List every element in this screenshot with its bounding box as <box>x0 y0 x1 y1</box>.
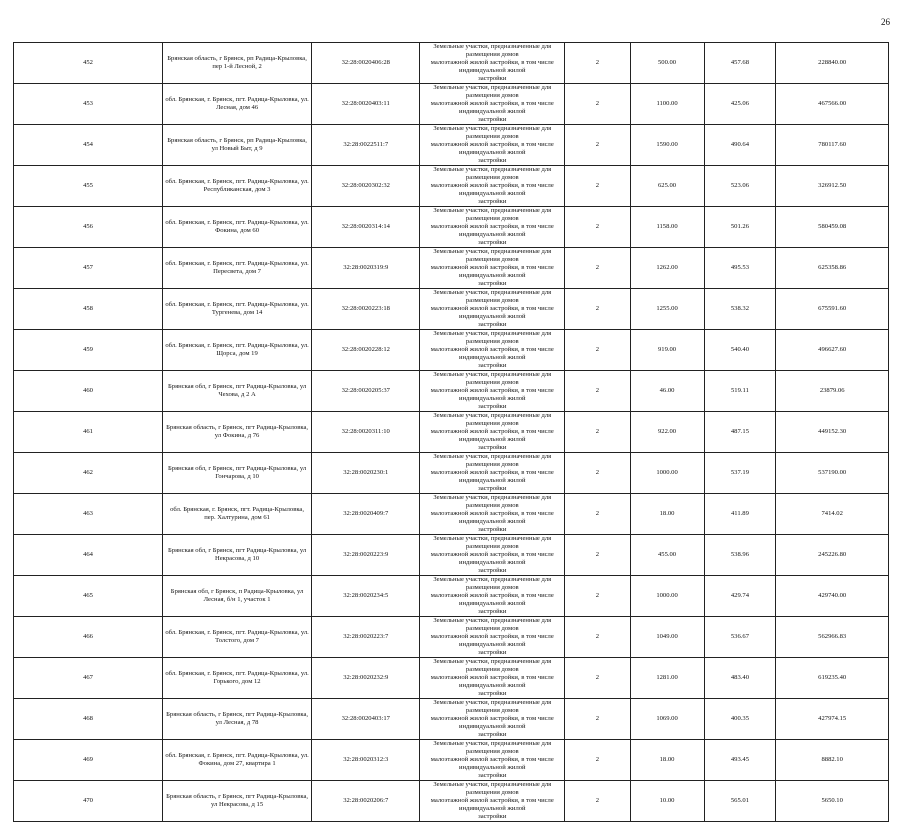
cadastral-cost-cell: 245226.80 <box>776 535 889 576</box>
row-number-cell: 464 <box>14 535 163 576</box>
permitted-use-line: застройки <box>478 444 507 451</box>
permitted-use-line: малоэтажной жилой застройки, в том числе индивидуальной жилой <box>430 59 554 74</box>
category-cell: 2 <box>565 289 630 330</box>
permitted-use-line: малоэтажной жилой застройки, в том числе индивидуальной жилой <box>430 592 554 607</box>
cadastral-cost-cell: 8882.10 <box>776 740 889 781</box>
permitted-use-line: Земельные участки, предназначенные для размещения домов <box>433 412 552 427</box>
permitted-use-line: малоэтажной жилой застройки, в том числе индивидуальной жилой <box>430 223 554 238</box>
permitted-use-line: Земельные участки, предназначенные для размещения домов <box>433 248 552 263</box>
category-cell: 2 <box>565 740 630 781</box>
category-cell: 2 <box>565 658 630 699</box>
permitted-use-cell <box>420 494 565 535</box>
table-row <box>14 617 889 658</box>
permitted-use-cell <box>420 699 565 740</box>
permitted-use-line: малоэтажной жилой застройки, в том числе индивидуальной жилой <box>430 305 554 320</box>
category-cell: 2 <box>565 166 630 207</box>
address-cell: Брянская обл, г Брянск, п Радица-Крыловка, ул Лесная, б/н 1, участок 1 <box>163 576 312 617</box>
row-number-cell: 461 <box>14 412 163 453</box>
unit-price-cell: 400.35 <box>704 699 776 740</box>
permitted-use-line: застройки <box>478 608 507 615</box>
permitted-use-line: малоэтажной жилой застройки, в том числе индивидуальной жилой <box>430 264 554 279</box>
cadastral-number-cell: 32:28:0020403:17 <box>312 699 420 740</box>
table-row <box>14 699 889 740</box>
permitted-use-cell <box>420 84 565 125</box>
row-number-cell: 458 <box>14 289 163 330</box>
permitted-use-line: Земельные участки, предназначенные для размещения домов <box>433 289 552 304</box>
category-cell: 2 <box>565 494 630 535</box>
permitted-use-cell <box>420 535 565 576</box>
table-row <box>14 84 889 125</box>
table-row <box>14 43 889 84</box>
cadastral-cost-cell: 780117.60 <box>776 125 889 166</box>
row-number-cell: 457 <box>14 248 163 289</box>
category-cell: 2 <box>565 453 630 494</box>
permitted-use-line: малоэтажной жилой застройки, в том числе индивидуальной жилой <box>430 674 554 689</box>
permitted-use-cell <box>420 453 565 494</box>
row-number-cell: 468 <box>14 699 163 740</box>
unit-price-cell: 537.19 <box>704 453 776 494</box>
cadastral-cost-cell: 5650.10 <box>776 781 889 822</box>
cadastral-cost-cell: 537190.00 <box>776 453 889 494</box>
permitted-use-cell <box>420 617 565 658</box>
cadastral-cost-cell: 619235.40 <box>776 658 889 699</box>
cadastral-number-cell: 32:28:0020228:12 <box>312 330 420 371</box>
area-cell: 46.00 <box>630 371 704 412</box>
unit-price-cell: 538.32 <box>704 289 776 330</box>
permitted-use-cell <box>420 412 565 453</box>
table-row <box>14 330 889 371</box>
permitted-use-line: застройки <box>478 198 507 205</box>
permitted-use-line: Земельные участки, предназначенные для размещения домов <box>433 535 552 550</box>
cadastral-cost-cell: 23879.06 <box>776 371 889 412</box>
area-cell: 1281.00 <box>630 658 704 699</box>
unit-price-cell: 495.53 <box>704 248 776 289</box>
permitted-use-line: застройки <box>478 690 507 697</box>
category-cell: 2 <box>565 43 630 84</box>
category-cell: 2 <box>565 371 630 412</box>
permitted-use-cell <box>420 207 565 248</box>
area-cell: 625.00 <box>630 166 704 207</box>
permitted-use-cell <box>420 248 565 289</box>
category-cell: 2 <box>565 617 630 658</box>
area-cell: 18.00 <box>630 494 704 535</box>
cadastral-cost-cell: 228840.00 <box>776 43 889 84</box>
permitted-use-line: малоэтажной жилой застройки, в том числе индивидуальной жилой <box>430 141 554 156</box>
permitted-use-line: Земельные участки, предназначенные для размещения домов <box>433 494 552 509</box>
category-cell: 2 <box>565 207 630 248</box>
unit-price-cell: 523.06 <box>704 166 776 207</box>
cadastral-number-cell: 32:28:0020409:7 <box>312 494 420 535</box>
permitted-use-cell <box>420 43 565 84</box>
row-number-cell: 463 <box>14 494 163 535</box>
unit-price-cell: 501.26 <box>704 207 776 248</box>
address-cell: обл. Брянская, г. Брянск, пгт. Радица-Крыловка, ул. Фокина, дом 60 <box>163 207 312 248</box>
permitted-use-line: Земельные участки, предназначенные для размещения домов <box>433 617 552 632</box>
cadastral-cost-cell: 429740.00 <box>776 576 889 617</box>
permitted-use-line: застройки <box>478 526 507 533</box>
permitted-use-line: Земельные участки, предназначенные для размещения домов <box>433 125 552 140</box>
area-cell: 919.00 <box>630 330 704 371</box>
cadastral-cost-cell: 675591.60 <box>776 289 889 330</box>
permitted-use-line: малоэтажной жилой застройки, в том числе индивидуальной жилой <box>430 715 554 730</box>
unit-price-cell: 483.40 <box>704 658 776 699</box>
row-number-cell: 455 <box>14 166 163 207</box>
page-number: 26 <box>881 17 890 27</box>
cadastral-number-cell: 32:28:0020312:3 <box>312 740 420 781</box>
permitted-use-line: Земельные участки, предназначенные для размещения домов <box>433 699 552 714</box>
row-number-cell: 459 <box>14 330 163 371</box>
area-cell: 18.00 <box>630 740 704 781</box>
category-cell: 2 <box>565 330 630 371</box>
cadastral-number-cell: 32:28:0020223:9 <box>312 535 420 576</box>
row-number-cell: 462 <box>14 453 163 494</box>
category-cell: 2 <box>565 535 630 576</box>
cadastral-cost-cell: 326912.50 <box>776 166 889 207</box>
permitted-use-cell <box>420 166 565 207</box>
permitted-use-line: застройки <box>478 403 507 410</box>
cadastral-number-cell: 32:28:0020406:28 <box>312 43 420 84</box>
address-cell: Брянская область, г Брянск, пгт Радица-Крыловка, ул Некрасова, д 15 <box>163 781 312 822</box>
permitted-use-line: Земельные участки, предназначенные для размещения домов <box>433 576 552 591</box>
cadastral-number-cell: 32:28:0020403:11 <box>312 84 420 125</box>
permitted-use-line: малоэтажной жилой застройки, в том числе индивидуальной жилой <box>430 756 554 771</box>
permitted-use-cell <box>420 289 565 330</box>
address-cell: Брянская обл, г Брянск, пгт Радица-Крыловка, ул Некрасова, д 10 <box>163 535 312 576</box>
permitted-use-cell <box>420 371 565 412</box>
category-cell: 2 <box>565 412 630 453</box>
area-cell: 1590.00 <box>630 125 704 166</box>
unit-price-cell: 429.74 <box>704 576 776 617</box>
permitted-use-cell <box>420 125 565 166</box>
address-cell: Брянская обл, г Брянск, пгт Радица-Крыловка, ул Чехова, д 2 А <box>163 371 312 412</box>
table-row <box>14 576 889 617</box>
unit-price-cell: 536.67 <box>704 617 776 658</box>
permitted-use-line: Земельные участки, предназначенные для размещения домов <box>433 658 552 673</box>
row-number-cell: 456 <box>14 207 163 248</box>
area-cell: 455.00 <box>630 535 704 576</box>
category-cell: 2 <box>565 781 630 822</box>
area-cell: 1158.00 <box>630 207 704 248</box>
permitted-use-line: Земельные участки, предназначенные для размещения домов <box>433 781 552 796</box>
address-cell: обл. Брянская, г. Брянск, пгт. Радица-Крыловка, ул. Республиканская, дом 3 <box>163 166 312 207</box>
permitted-use-line: Земельные участки, предназначенные для размещения домов <box>433 207 552 222</box>
permitted-use-line: Земельные участки, предназначенные для размещения домов <box>433 166 552 181</box>
permitted-use-cell <box>420 658 565 699</box>
permitted-use-line: Земельные участки, предназначенные для размещения домов <box>433 330 552 345</box>
permitted-use-line: Земельные участки, предназначенные для размещения домов <box>433 453 552 468</box>
row-number-cell: 469 <box>14 740 163 781</box>
permitted-use-line: застройки <box>478 731 507 738</box>
permitted-use-cell <box>420 781 565 822</box>
address-cell: Брянская область, г Брянск, пгт Радица-Крыловка, ул Фокина, д 76 <box>163 412 312 453</box>
permitted-use-line: малоэтажной жилой застройки, в том числе индивидуальной жилой <box>430 633 554 648</box>
cadastral-number-cell: 32:28:0020302:32 <box>312 166 420 207</box>
unit-price-cell: 538.96 <box>704 535 776 576</box>
cadastral-cost-cell: 449152.30 <box>776 412 889 453</box>
area-cell: 500.00 <box>630 43 704 84</box>
permitted-use-line: застройки <box>478 567 507 574</box>
address-cell: обл. Брянская, г. Брянск, пгт. Радица-Крыловка, ул. Лесная, дом 46 <box>163 84 312 125</box>
permitted-use-line: застройки <box>478 116 507 123</box>
permitted-use-line: малоэтажной жилой застройки, в том числе индивидуальной жилой <box>430 387 554 402</box>
unit-price-cell: 565.01 <box>704 781 776 822</box>
permitted-use-line: малоэтажной жилой застройки, в том числе индивидуальной жилой <box>430 551 554 566</box>
row-number-cell: 453 <box>14 84 163 125</box>
permitted-use-cell <box>420 740 565 781</box>
area-cell: 1262.00 <box>630 248 704 289</box>
area-cell: 1255.00 <box>630 289 704 330</box>
unit-price-cell: 457.68 <box>704 43 776 84</box>
address-cell: обл. Брянская, г. Брянск, пгт. Радица-Крыловка, ул. Толстого, дом 7 <box>163 617 312 658</box>
unit-price-cell: 493.45 <box>704 740 776 781</box>
permitted-use-line: Земельные участки, предназначенные для размещения домов <box>433 740 552 755</box>
area-cell: 1100.00 <box>630 84 704 125</box>
unit-price-cell: 425.06 <box>704 84 776 125</box>
permitted-use-line: застройки <box>478 649 507 656</box>
permitted-use-line: застройки <box>478 239 507 246</box>
unit-price-cell: 490.64 <box>704 125 776 166</box>
table-body <box>14 43 889 822</box>
address-cell: обл. Брянская, г. Брянск, пгт. Радица-Крыловка, ул. Тургенева, дом 14 <box>163 289 312 330</box>
table-row <box>14 371 889 412</box>
table-row <box>14 207 889 248</box>
cadastral-cost-cell: 427974.15 <box>776 699 889 740</box>
permitted-use-line: малоэтажной жилой застройки, в том числе индивидуальной жилой <box>430 346 554 361</box>
category-cell: 2 <box>565 84 630 125</box>
permitted-use-line: застройки <box>478 280 507 287</box>
cadastral-number-cell: 32:28:0020205:37 <box>312 371 420 412</box>
row-number-cell: 466 <box>14 617 163 658</box>
cadastral-number-cell: 32:28:0020311:10 <box>312 412 420 453</box>
row-number-cell: 467 <box>14 658 163 699</box>
cadastral-cost-cell: 496627.60 <box>776 330 889 371</box>
address-cell: Брянская обл, г Брянск, пгт Радица-Крыловка, ул Гончарова, д 10 <box>163 453 312 494</box>
unit-price-cell: 519.11 <box>704 371 776 412</box>
row-number-cell: 452 <box>14 43 163 84</box>
unit-price-cell: 487.15 <box>704 412 776 453</box>
table-row <box>14 412 889 453</box>
table-row <box>14 289 889 330</box>
table-row <box>14 535 889 576</box>
table-row <box>14 248 889 289</box>
category-cell: 2 <box>565 699 630 740</box>
cadastral-number-cell: 32:28:0022511:7 <box>312 125 420 166</box>
permitted-use-line: застройки <box>478 157 507 164</box>
row-number-cell: 454 <box>14 125 163 166</box>
permitted-use-line: Земельные участки, предназначенные для размещения домов <box>433 371 552 386</box>
cadastral-number-cell: 32:28:0020314:14 <box>312 207 420 248</box>
cadastral-cost-cell: 580459.08 <box>776 207 889 248</box>
cadastral-value-table <box>13 42 889 822</box>
permitted-use-line: малоэтажной жилой застройки, в том числе индивидуальной жилой <box>430 510 554 525</box>
cadastral-number-cell: 32:28:0020223:7 <box>312 617 420 658</box>
area-cell: 1000.00 <box>630 453 704 494</box>
permitted-use-line: малоэтажной жилой застройки, в том числе индивидуальной жилой <box>430 469 554 484</box>
address-cell: Брянская область, г Брянск, пгт Радица-Крыловка, ул Лесная, д 78 <box>163 699 312 740</box>
address-cell: обл. Брянская, г. Брянск, пгт. Радица-Крыловка, ул. Горького, дом 12 <box>163 658 312 699</box>
table-row <box>14 781 889 822</box>
area-cell: 1069.00 <box>630 699 704 740</box>
row-number-cell: 465 <box>14 576 163 617</box>
cadastral-cost-cell: 467566.00 <box>776 84 889 125</box>
address-cell: обл. Брянская, г. Брянск, пгт. Радица-Крыловка, пер. Халтурина, дом 61 <box>163 494 312 535</box>
cadastral-number-cell: 32:28:0020232:9 <box>312 658 420 699</box>
unit-price-cell: 411.89 <box>704 494 776 535</box>
address-cell: Брянская область, г Брянск, рп Радица-Крыловка, ул Новый Быт, д 9 <box>163 125 312 166</box>
table-row <box>14 453 889 494</box>
cadastral-number-cell: 32:28:0020223:18 <box>312 289 420 330</box>
table-row <box>14 740 889 781</box>
address-cell: обл. Брянская, г. Брянск, пгт. Радица-Крыловка, ул. Фокина, дом 27, квартира 1 <box>163 740 312 781</box>
area-cell: 922.00 <box>630 412 704 453</box>
permitted-use-line: застройки <box>478 813 507 820</box>
category-cell: 2 <box>565 125 630 166</box>
address-cell: Брянская область, г Брянск, рп Радица-Крыловка, пер 1-й Лесной, 2 <box>163 43 312 84</box>
cadastral-cost-cell: 625358.86 <box>776 248 889 289</box>
table-row <box>14 125 889 166</box>
row-number-cell: 470 <box>14 781 163 822</box>
address-cell: обл. Брянская, г. Брянск, пгт. Радица-Крыловка, ул. Пересвета, дом 7 <box>163 248 312 289</box>
permitted-use-line: малоэтажной жилой застройки, в том числе индивидуальной жилой <box>430 182 554 197</box>
cadastral-cost-cell: 562966.83 <box>776 617 889 658</box>
cadastral-cost-cell: 7414.02 <box>776 494 889 535</box>
permitted-use-line: Земельные участки, предназначенные для размещения домов <box>433 84 552 99</box>
table-row <box>14 494 889 535</box>
permitted-use-cell <box>420 576 565 617</box>
row-number-cell: 460 <box>14 371 163 412</box>
permitted-use-line: застройки <box>478 362 507 369</box>
permitted-use-line: малоэтажной жилой застройки, в том числе индивидуальной жилой <box>430 797 554 812</box>
permitted-use-line: малоэтажной жилой застройки, в том числе индивидуальной жилой <box>430 100 554 115</box>
permitted-use-line: застройки <box>478 321 507 328</box>
cadastral-number-cell: 32:28:0020230:1 <box>312 453 420 494</box>
cadastral-number-cell: 32:28:0020206:7 <box>312 781 420 822</box>
cadastral-number-cell: 32:28:0020319:9 <box>312 248 420 289</box>
area-cell: 10.00 <box>630 781 704 822</box>
address-cell: обл. Брянская, г. Брянск, пгт. Радица-Крыловка, ул. Щорса, дом 19 <box>163 330 312 371</box>
table-row <box>14 658 889 699</box>
area-cell: 1000.00 <box>630 576 704 617</box>
permitted-use-line: застройки <box>478 485 507 492</box>
category-cell: 2 <box>565 248 630 289</box>
unit-price-cell: 540.40 <box>704 330 776 371</box>
table-row <box>14 166 889 207</box>
cadastral-number-cell: 32:28:0020234:5 <box>312 576 420 617</box>
permitted-use-line: Земельные участки, предназначенные для размещения домов <box>433 43 552 58</box>
category-cell: 2 <box>565 576 630 617</box>
permitted-use-line: малоэтажной жилой застройки, в том числе индивидуальной жилой <box>430 428 554 443</box>
area-cell: 1049.00 <box>630 617 704 658</box>
permitted-use-cell <box>420 330 565 371</box>
permitted-use-line: застройки <box>478 772 507 779</box>
permitted-use-line: застройки <box>478 75 507 82</box>
